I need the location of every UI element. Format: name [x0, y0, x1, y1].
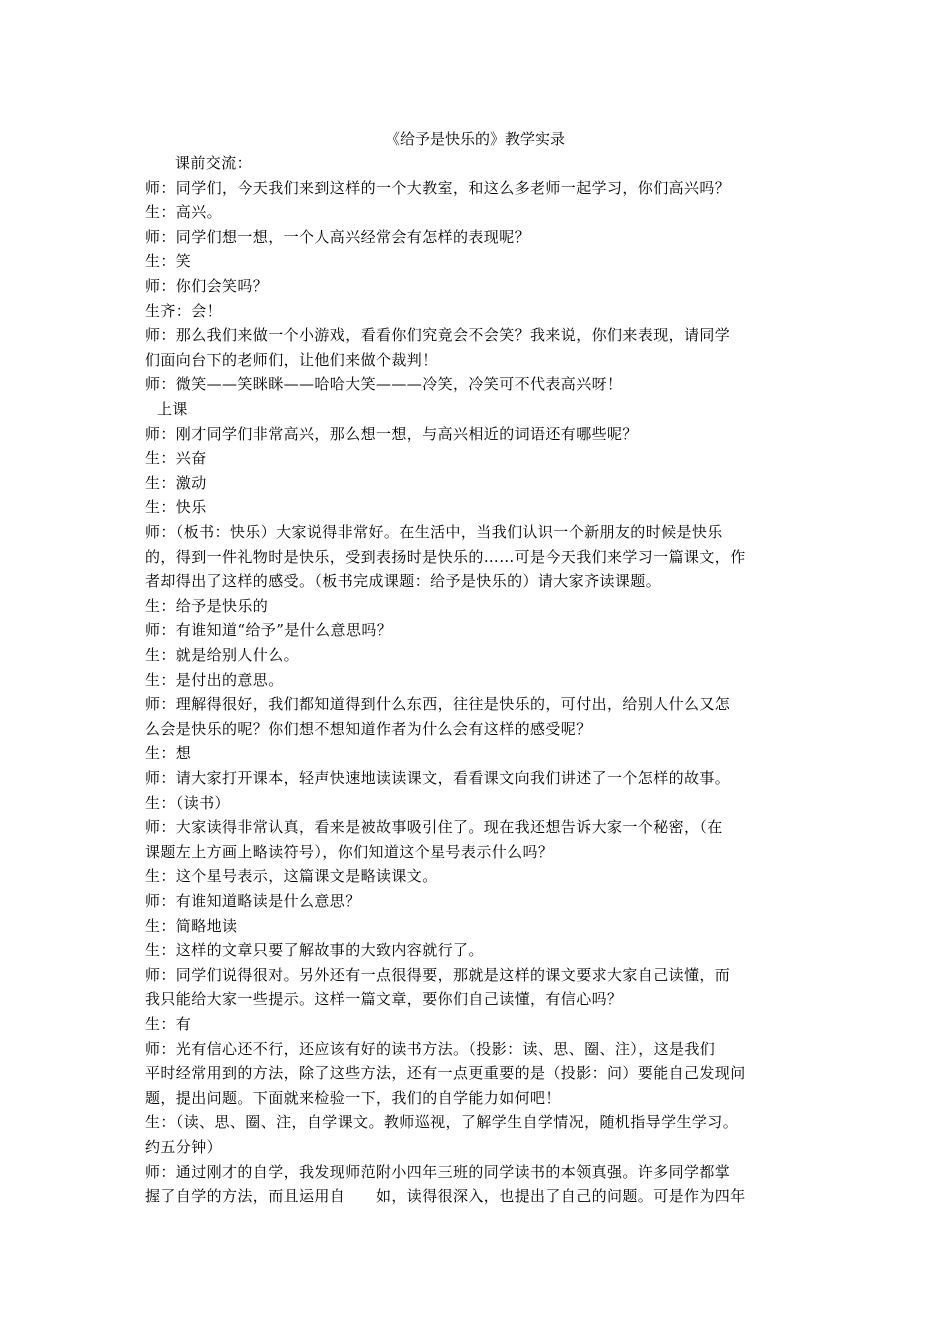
text-line: 们面向台下的老师们，让他们来做个裁判！: [145, 350, 438, 369]
dialogue-paragraph: [145, 397, 813, 422]
dialogue-paragraph: [145, 1012, 813, 1037]
text-line: 生：有: [145, 1015, 192, 1033]
text-line: 者却得出了这样的感受。（板书完成课题：给予是快乐的）请大家齐读课题。: [145, 572, 662, 591]
dialogue-paragraph: [145, 594, 813, 619]
dialogue-paragraph: [145, 618, 813, 643]
text-line: 师：通过刚才的自学，我发现师范附小四年三班的同学读书的本领真强。许多同学都掌: [145, 1162, 731, 1181]
text-line: 我只能给大家一些提示。这样一篇文章，要你们自己读懂，有信心吗？: [145, 990, 623, 1009]
dialogue-paragraph: [145, 323, 813, 372]
text-line: 生：就是给别人什么。: [145, 646, 300, 664]
text-line: 师：微笑——笑眯眯——哈哈大笑———冷笑，冷笑可不代表高兴呀！: [145, 375, 623, 394]
text-line: 师：同学们，今天我们来到这样的一个大教室，和这么多老师一起学习，你们高兴吗？: [145, 178, 731, 197]
text-line: 师：同学们想一想，一个人高兴经常会有怎样的表现呢？: [145, 227, 531, 246]
text-line: 生：高兴。: [145, 203, 223, 222]
text-line: 生：笑: [145, 252, 192, 271]
text-line: 题，提出问题。下面就来检验一下，我们的自学能力如何吧！: [145, 1088, 561, 1107]
dialogue-paragraph: [145, 471, 813, 496]
dialogue-paragraph: [145, 176, 813, 201]
text-line: 师：同学们说得很对。另外还有一点很得要，那就是这样的课文要求大家自己读懂，而: [145, 965, 731, 984]
dialogue-paragraph: [145, 668, 813, 693]
dialogue-paragraph: [145, 151, 813, 176]
dialogue-paragraph: [145, 914, 813, 939]
text-line: 生：是付出的意思。: [145, 670, 284, 689]
text-line: 课前交流：: [175, 154, 253, 172]
text-line: 生：快乐: [145, 498, 207, 517]
dialogue-paragraph: [145, 889, 813, 914]
text-line: 握了自学的方法，而且运用自 如，读得很深入，也提出了自己的问题。可是作为四年: [145, 1187, 746, 1206]
text-line: 生：激动: [145, 473, 207, 492]
document-title: 《给予是快乐的》教学实录: [384, 130, 565, 148]
text-line: 生：兴奋: [145, 449, 207, 468]
dialogue-paragraph: [145, 815, 813, 864]
dialogue-paragraph: [145, 963, 813, 1012]
dialogue-paragraph: [145, 1160, 813, 1209]
text-line: 师：（板书：快乐）大家说得非常好。在生活中，当我们认识一个新朋友的时候是快乐: [145, 523, 723, 541]
text-line: 师：有谁知道“给予”是什么意思吗？: [145, 621, 393, 640]
dialogue-paragraph: [145, 249, 813, 274]
dialogue-paragraph: [145, 766, 813, 791]
dialogue-paragraph: [145, 372, 813, 397]
text-line: 生：简略地读: [145, 916, 238, 935]
dialogue-paragraph: [145, 692, 813, 741]
dialogue-paragraph: [145, 864, 813, 889]
text-line: 师：刚才同学们非常高兴，那么想一想，与高兴相近的词语还有哪些呢？: [145, 424, 638, 443]
dialogue-paragraph: [145, 274, 813, 299]
text-line: 生：这个星号表示，这篇课文是略读课文。: [145, 867, 438, 886]
text-line: 师：请大家打开课本，轻声快速地读读课文，看看课文向我们讲述了一个怎样的故事。: [145, 769, 731, 787]
text-line: 课题左上方画上略读符号），你们知道这个星号表示什么吗？: [145, 842, 554, 861]
dialogue-paragraph: [145, 1110, 813, 1159]
text-line: 师：那么我们来做一个小游戏，看看你们究竟会不会笑？我来说，你们来表现，请同学: [145, 326, 731, 345]
text-line: 生齐：会！: [145, 301, 223, 320]
text-line: 师：光有信心还不行，还应该有好的读书方法。（投影：读、思、圈、注），这是我们: [145, 1039, 716, 1058]
text-line: 生：这样的文章只要了解故事的大致内容就行了。: [145, 941, 484, 960]
dialogue-paragraph: [145, 446, 813, 471]
dialogue-paragraph: [145, 938, 813, 963]
dialogue-paragraph: [145, 299, 813, 324]
text-line: 生：想: [145, 744, 192, 763]
dialogue-paragraph: [145, 791, 813, 816]
dialogue-paragraph: [145, 422, 813, 447]
dialogue-paragraph: [145, 1037, 813, 1111]
dialogue-paragraph: [145, 643, 813, 668]
dialogue-paragraph: [145, 520, 813, 594]
text-line: 么会是快乐的呢？你们想不想知道作者为什么会有这样的感受呢？: [145, 719, 592, 738]
text-line: 的，得到一件礼物时是快乐，受到表扬时是快乐的……可是今天我们来学习一篇课文，作: [145, 547, 746, 566]
text-line: 生：（读书）: [145, 793, 230, 812]
text-line: 生：（读、思、圈、注，自学课文。教师巡视，了解学生自学情况，随机指导学生学习。: [145, 1113, 739, 1132]
text-line: 师：大家读得非常认真，看来是被故事吸引住了。现在我还想告诉大家一个秘密，（在: [145, 818, 723, 837]
text-line: 上课: [157, 400, 188, 418]
dialogue-paragraph: [145, 741, 813, 766]
text-line: 师：有谁知道略读是什么意思？: [145, 892, 361, 910]
dialogue-paragraph: [145, 495, 813, 520]
text-line: 师：理解得很好，我们都知道得到什么东西，往往是快乐的，可付出，给别人什么又怎: [145, 695, 731, 714]
text-line: 约五分钟）: [145, 1137, 223, 1156]
text-line: 师：你们会笑吗？: [145, 277, 269, 295]
dialogue-paragraph: [145, 225, 813, 250]
dialogue-paragraph: [145, 200, 813, 225]
text-line: 平时经常用到的方法，除了这些方法，还有一点更重要的是（投影：问）要能自己发现问: [145, 1064, 746, 1083]
text-line: 生：给予是快乐的: [145, 596, 269, 615]
